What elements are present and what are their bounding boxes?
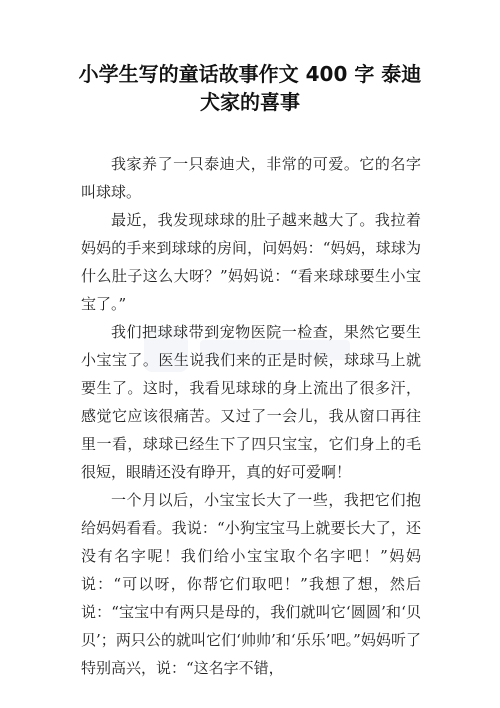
document-title-line-1: 小学生写的童话故事作文 400 字 泰迪 xyxy=(78,62,422,86)
document-title-line-2: 犬家的喜事 xyxy=(200,90,300,114)
paragraph: 我们把球球带到宠物医院一检查，果然它要生小宝宝了。医生说我们来的正是时候，球球马上就要生了。这时，我看见球球的身上流出了很多汗，感觉它应该很痛苦。又过了一会儿，我从窗口再往里一看，球球已经生下了四只宝宝，它们身上的毛很短，眼睛还没有睁开，真的好可爱啊！ xyxy=(81,323,421,481)
paragraph: 我家养了一只泰迪犬，非常的可爱。它的名字叫球球。 xyxy=(81,155,421,201)
document-body xyxy=(81,150,421,682)
document-title xyxy=(70,60,430,116)
paragraph: 最近，我发现球球的肚子越来越大了。我拉着妈妈的手来到球球的房间，问妈妈：“妈妈，球球为什么肚子这么大呀？”妈妈说：“看来球球要生小宝宝了。” xyxy=(81,211,421,313)
paragraph: 一个月以后，小宝宝长大了一些，我把它们抱给妈妈看看。我说：“小狗宝宝马上就要长大了，还没有名字呢！我们给小宝宝取个名字吧！”妈妈说：“可以呀，你帮它们取吧！”我想了想，然后说：“宝宝中有两只是母的，我们就叫它‘圆圆’和‘贝贝’；两只公的就叫它们‘帅帅’和‘乐乐’吧。”妈妈听了特别高兴，说：“这名字不错， xyxy=(81,491,421,677)
